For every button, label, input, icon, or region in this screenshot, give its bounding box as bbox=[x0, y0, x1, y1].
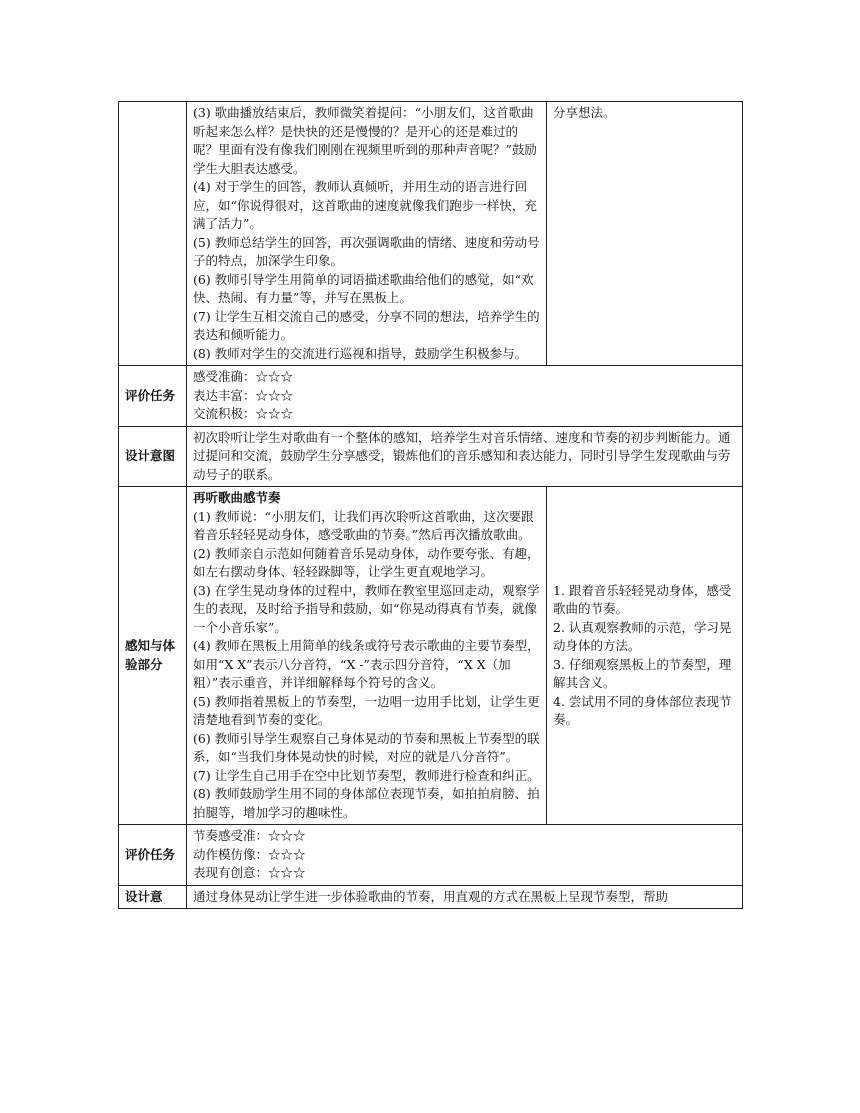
student-text: 3. 仔细观察黑板上的节奏型，理解其含义。 bbox=[553, 656, 732, 690]
teacher-activity-cell bbox=[187, 487, 547, 825]
step-text: (3) 在学生晃动身体的过程中，教师在教室里巡回走动，观察学生的表现，及时给予指导和鼓励，如“你晃动得真有节奏，就像一个小音乐家”。 bbox=[193, 582, 540, 635]
design-intent-cell bbox=[187, 426, 743, 487]
row-listening-continued bbox=[119, 102, 743, 366]
row-header-design-intent: 设计意 bbox=[119, 885, 187, 909]
step-text: (8) 教师对学生的交流进行巡视和指导，鼓励学生积极参与。 bbox=[193, 345, 528, 361]
step-text: (5) 教师指着黑板上的节奏型，一边唱一边用手比划，让学生更清楚地看到节奏的变化。 bbox=[193, 693, 540, 727]
step-text: (2) 教师亲自示范如何随着音乐晃动身体，动作要夸张、有趣，如左右摆动身体、轻轻跺脚等，让学生更直观地学习。 bbox=[193, 545, 540, 579]
evaluation-item: 动作模仿像：☆☆☆ bbox=[193, 846, 306, 862]
design-intent-text: 初次聆听让学生对歌曲有一个整体的感知，培养学生对音乐情绪、速度和节奏的初步判断能力。通过提问和交流，鼓励学生分享感受，锻炼他们的音乐感知和表达能力，同时引导学生发现歌曲与劳动号子的联系。 bbox=[193, 429, 731, 482]
row-header-evaluation: 评价任务 bbox=[119, 366, 187, 427]
evaluation-item: 交流积极：☆☆☆ bbox=[193, 406, 294, 421]
student-activity-cell bbox=[547, 487, 743, 825]
row-perception bbox=[119, 487, 743, 825]
step-text: (1) 教师说：“小朋友们，让我们再次聆听这首歌曲，这次要跟着音乐轻轻晃动身体，感受歌曲的节奏。”然后再次播放歌曲。 bbox=[193, 508, 534, 542]
row-header-empty bbox=[119, 102, 187, 366]
student-text: 1. 跟着音乐轻轻晃动身体，感受歌曲的节奏。 bbox=[553, 582, 732, 616]
row-header-design-intent: 设计意图 bbox=[119, 426, 187, 487]
evaluation-item: 节奏感受准：☆☆☆ bbox=[193, 828, 306, 843]
student-text: 分享想法。 bbox=[553, 105, 616, 120]
step-text: (4) 对于学生的回答，教师认真倾听，并用生动的语言进行回应，如“你说得很对，这首歌曲的速度就像我们跑步一样快，充满了活力”。 bbox=[193, 179, 537, 231]
step-text: (6) 教师引导学生用简单的词语描述歌曲给他们的感觉，如“欢快、热闹、有力量”等，并写在黑板上。 bbox=[193, 271, 534, 305]
step-text: (7) 让学生自己用手在空中比划节奏型，教师进行检查和纠正。 bbox=[193, 767, 540, 783]
step-text: (7) 让学生互相交流自己的感受，分享不同的想法，培养学生的表达和倾听能力。 bbox=[193, 308, 540, 342]
evaluation-item: 表现有创意：☆☆☆ bbox=[193, 865, 306, 880]
section-title: 再听歌曲感节奏 bbox=[193, 490, 281, 505]
row-design-intent-1 bbox=[119, 426, 743, 487]
step-text: (3) 歌曲播放结束后，教师微笑着提问：“小朋友们，这首歌曲听起来怎么样？是快快的还是慢慢的？是开心的还是难过的呢？里面有没有像我们刚刚在视频里听到的那种声音呢？”鼓励学生大胆表达感受。 bbox=[193, 105, 537, 176]
row-design-intent-2 bbox=[119, 885, 743, 909]
step-text: (4) 教师在黑板上用简单的线条或符号表示歌曲的主要节奏型，如用“X X”表示八分音符，“X -”表示四分音符，“X X（加粗）”表示重音，并详细解释每个符号的含义。 bbox=[193, 638, 540, 690]
design-intent-cell bbox=[187, 885, 743, 909]
lesson-page bbox=[118, 101, 742, 909]
row-header-evaluation: 评价任务 bbox=[119, 825, 187, 886]
student-activity-cell bbox=[547, 102, 743, 366]
step-text: (8) 教师鼓励学生用不同的身体部位表现节奏，如拍拍肩膀、拍拍腿等，增加学习的趣味性。 bbox=[193, 786, 540, 820]
evaluation-cell bbox=[187, 825, 743, 886]
row-evaluation-1 bbox=[119, 366, 743, 427]
student-text: 4. 尝试用不同的身体部位表现节奏。 bbox=[553, 693, 732, 727]
step-text: (5) 教师总结学生的回答，再次强调歌曲的情绪、速度和劳动号子的特点，加深学生印象。 bbox=[193, 234, 540, 268]
step-text: (6) 教师引导学生观察自己身体晃动的节奏和黑板上节奏型的联系，如“当我们身体晃动快的时候，对应的就是八分音符”。 bbox=[193, 730, 540, 764]
student-text: 2. 认真观察教师的示范，学习晃动身体的方法。 bbox=[553, 619, 732, 653]
design-intent-text: 通过身体晃动让学生进一步体验歌曲的节奏，用直观的方式在黑板上呈现节奏型，帮助 bbox=[193, 888, 669, 904]
evaluation-item: 感受准确：☆☆☆ bbox=[193, 369, 294, 384]
evaluation-item: 表达丰富：☆☆☆ bbox=[193, 387, 294, 403]
row-header-perception: 感知与体验部分 bbox=[119, 487, 187, 825]
evaluation-cell bbox=[187, 366, 743, 427]
lesson-plan-table bbox=[118, 101, 743, 909]
teacher-activity-cell bbox=[187, 102, 547, 366]
row-evaluation-2 bbox=[119, 825, 743, 886]
